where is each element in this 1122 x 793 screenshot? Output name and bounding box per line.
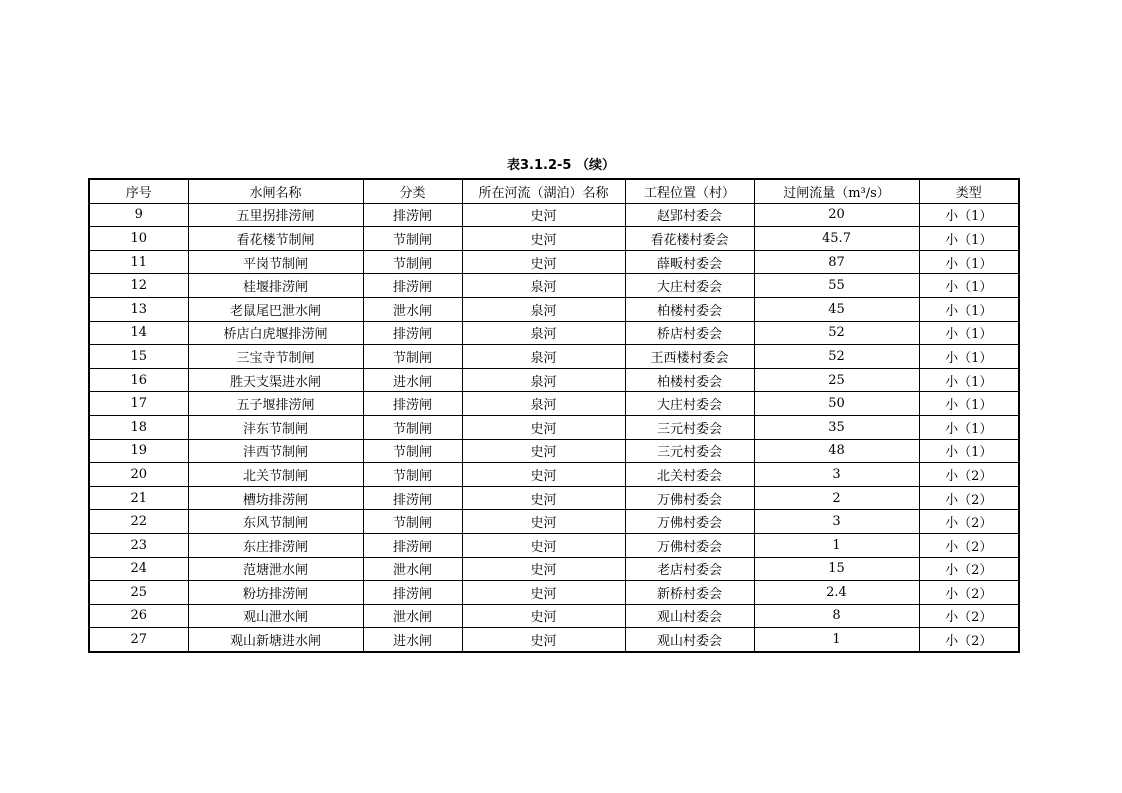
cell-sluice-name: 观山新塘进水闸 <box>188 628 363 652</box>
cell-type: 小（2） <box>919 533 1019 557</box>
table-row <box>89 274 1019 298</box>
cell-type: 小（1） <box>919 297 1019 321</box>
cell-river: 史河 <box>462 557 625 581</box>
cell-index: 23 <box>89 533 188 557</box>
cell-index: 13 <box>89 297 188 321</box>
header-sluice-name: 水闸名称 <box>188 179 363 203</box>
cell-location: 观山村委会 <box>625 604 754 628</box>
cell-flow: 45.7 <box>754 227 919 251</box>
cell-sluice-name: 槽坊排涝闸 <box>188 486 363 510</box>
cell-river: 史河 <box>462 203 625 227</box>
cell-flow: 50 <box>754 392 919 416</box>
cell-flow: 8 <box>754 604 919 628</box>
table-row <box>89 415 1019 439</box>
cell-type: 小（1） <box>919 321 1019 345</box>
table-row <box>89 439 1019 463</box>
cell-flow: 48 <box>754 439 919 463</box>
table-row <box>89 533 1019 557</box>
table-row <box>89 203 1019 227</box>
cell-category: 节制闸 <box>363 463 462 487</box>
table-body <box>89 203 1019 652</box>
cell-index: 26 <box>89 604 188 628</box>
cell-category: 节制闸 <box>363 510 462 534</box>
cell-flow: 45 <box>754 297 919 321</box>
table-row <box>89 486 1019 510</box>
cell-flow: 3 <box>754 510 919 534</box>
table-row <box>89 581 1019 605</box>
cell-sluice-name: 范塘泄水闸 <box>188 557 363 581</box>
cell-category: 排涝闸 <box>363 533 462 557</box>
cell-sluice-name: 平岗节制闸 <box>188 250 363 274</box>
cell-category: 排涝闸 <box>363 392 462 416</box>
cell-sluice-name: 观山泄水闸 <box>188 604 363 628</box>
cell-sluice-name: 东庄排涝闸 <box>188 533 363 557</box>
cell-type: 小（2） <box>919 604 1019 628</box>
cell-sluice-name: 沣西节制闸 <box>188 439 363 463</box>
cell-category: 排涝闸 <box>363 203 462 227</box>
cell-index: 25 <box>89 581 188 605</box>
cell-flow: 55 <box>754 274 919 298</box>
header-location: 工程位置（村） <box>625 179 754 203</box>
cell-location: 看花楼村委会 <box>625 227 754 251</box>
cell-type: 小（2） <box>919 463 1019 487</box>
cell-index: 24 <box>89 557 188 581</box>
table-row <box>89 250 1019 274</box>
sluice-table <box>88 178 1020 653</box>
table-title: 表3.1.2-5 （续） <box>507 158 615 173</box>
cell-category: 排涝闸 <box>363 486 462 510</box>
table-row <box>89 345 1019 369</box>
cell-type: 小（2） <box>919 581 1019 605</box>
cell-river: 泉河 <box>462 368 625 392</box>
cell-index: 15 <box>89 345 188 369</box>
cell-type: 小（2） <box>919 486 1019 510</box>
cell-category: 泄水闸 <box>363 297 462 321</box>
cell-location: 北关村委会 <box>625 463 754 487</box>
table-row <box>89 604 1019 628</box>
table-row <box>89 628 1019 652</box>
cell-type: 小（2） <box>919 557 1019 581</box>
cell-sluice-name: 五子堰排涝闸 <box>188 392 363 416</box>
cell-category: 泄水闸 <box>363 604 462 628</box>
table-row <box>89 463 1019 487</box>
cell-flow: 1 <box>754 533 919 557</box>
cell-location: 大庄村委会 <box>625 274 754 298</box>
cell-type: 小（1） <box>919 227 1019 251</box>
table-row <box>89 227 1019 251</box>
cell-river: 泉河 <box>462 345 625 369</box>
cell-sluice-name: 粉坊排涝闸 <box>188 581 363 605</box>
cell-index: 20 <box>89 463 188 487</box>
cell-location: 老店村委会 <box>625 557 754 581</box>
table-row <box>89 297 1019 321</box>
cell-index: 18 <box>89 415 188 439</box>
cell-sluice-name: 东风节制闸 <box>188 510 363 534</box>
cell-category: 进水闸 <box>363 368 462 392</box>
header-type: 类型 <box>919 179 1019 203</box>
cell-category: 节制闸 <box>363 250 462 274</box>
header-flow: 过闸流量（m³/s） <box>754 179 919 203</box>
cell-location: 万佛村委会 <box>625 486 754 510</box>
cell-category: 进水闸 <box>363 628 462 652</box>
cell-index: 19 <box>89 439 188 463</box>
cell-location: 桥店村委会 <box>625 321 754 345</box>
cell-index: 9 <box>89 203 188 227</box>
cell-river: 史河 <box>462 439 625 463</box>
cell-category: 排涝闸 <box>363 321 462 345</box>
cell-category: 排涝闸 <box>363 581 462 605</box>
cell-location: 观山村委会 <box>625 628 754 652</box>
cell-sluice-name: 五里拐排涝闸 <box>188 203 363 227</box>
cell-index: 16 <box>89 368 188 392</box>
table-row <box>89 557 1019 581</box>
header-index: 序号 <box>89 179 188 203</box>
cell-river: 史河 <box>462 604 625 628</box>
cell-index: 11 <box>89 250 188 274</box>
cell-category: 节制闸 <box>363 415 462 439</box>
cell-flow: 35 <box>754 415 919 439</box>
cell-sluice-name: 三宝寺节制闸 <box>188 345 363 369</box>
cell-type: 小（1） <box>919 250 1019 274</box>
cell-sluice-name: 北关节制闸 <box>188 463 363 487</box>
cell-location: 三元村委会 <box>625 415 754 439</box>
table-row <box>89 510 1019 534</box>
cell-river: 泉河 <box>462 297 625 321</box>
cell-type: 小（1） <box>919 274 1019 298</box>
cell-location: 万佛村委会 <box>625 510 754 534</box>
cell-index: 12 <box>89 274 188 298</box>
cell-river: 史河 <box>462 250 625 274</box>
cell-sluice-name: 老鼠尾巴泄水闸 <box>188 297 363 321</box>
cell-river: 史河 <box>462 581 625 605</box>
cell-river: 泉河 <box>462 321 625 345</box>
cell-location: 柏楼村委会 <box>625 297 754 321</box>
cell-river: 史河 <box>462 415 625 439</box>
cell-flow: 52 <box>754 345 919 369</box>
cell-sluice-name: 沣东节制闸 <box>188 415 363 439</box>
cell-type: 小（1） <box>919 415 1019 439</box>
cell-flow: 3 <box>754 463 919 487</box>
table-row <box>89 368 1019 392</box>
cell-category: 节制闸 <box>363 227 462 251</box>
header-river: 所在河流（湖泊）名称 <box>462 179 625 203</box>
cell-flow: 15 <box>754 557 919 581</box>
cell-flow: 1 <box>754 628 919 652</box>
cell-type: 小（2） <box>919 628 1019 652</box>
cell-river: 史河 <box>462 533 625 557</box>
cell-location: 赵郢村委会 <box>625 203 754 227</box>
cell-location: 三元村委会 <box>625 439 754 463</box>
cell-category: 排涝闸 <box>363 274 462 298</box>
cell-index: 14 <box>89 321 188 345</box>
cell-type: 小（2） <box>919 510 1019 534</box>
cell-type: 小（1） <box>919 203 1019 227</box>
cell-flow: 87 <box>754 250 919 274</box>
cell-sluice-name: 胜天支渠进水闸 <box>188 368 363 392</box>
cell-location: 万佛村委会 <box>625 533 754 557</box>
cell-flow: 2.4 <box>754 581 919 605</box>
cell-type: 小（1） <box>919 345 1019 369</box>
cell-category: 节制闸 <box>363 439 462 463</box>
cell-flow: 20 <box>754 203 919 227</box>
cell-type: 小（1） <box>919 368 1019 392</box>
cell-category: 节制闸 <box>363 345 462 369</box>
cell-location: 薛畈村委会 <box>625 250 754 274</box>
cell-category: 泄水闸 <box>363 557 462 581</box>
cell-river: 泉河 <box>462 274 625 298</box>
cell-location: 大庄村委会 <box>625 392 754 416</box>
cell-flow: 25 <box>754 368 919 392</box>
cell-river: 史河 <box>462 227 625 251</box>
cell-sluice-name: 桂堰排涝闸 <box>188 274 363 298</box>
cell-type: 小（1） <box>919 392 1019 416</box>
cell-index: 17 <box>89 392 188 416</box>
cell-sluice-name: 看花楼节制闸 <box>188 227 363 251</box>
cell-flow: 2 <box>754 486 919 510</box>
cell-index: 27 <box>89 628 188 652</box>
cell-river: 泉河 <box>462 392 625 416</box>
cell-index: 21 <box>89 486 188 510</box>
cell-river: 史河 <box>462 486 625 510</box>
cell-type: 小（1） <box>919 439 1019 463</box>
cell-index: 22 <box>89 510 188 534</box>
cell-location: 柏楼村委会 <box>625 368 754 392</box>
cell-location: 王西楼村委会 <box>625 345 754 369</box>
table-row <box>89 321 1019 345</box>
cell-index: 10 <box>89 227 188 251</box>
cell-river: 史河 <box>462 628 625 652</box>
cell-sluice-name: 桥店白虎堰排涝闸 <box>188 321 363 345</box>
cell-flow: 52 <box>754 321 919 345</box>
cell-river: 史河 <box>462 463 625 487</box>
table-header-row <box>89 179 1019 203</box>
table-row <box>89 392 1019 416</box>
cell-location: 新桥村委会 <box>625 581 754 605</box>
header-category: 分类 <box>363 179 462 203</box>
cell-river: 史河 <box>462 510 625 534</box>
